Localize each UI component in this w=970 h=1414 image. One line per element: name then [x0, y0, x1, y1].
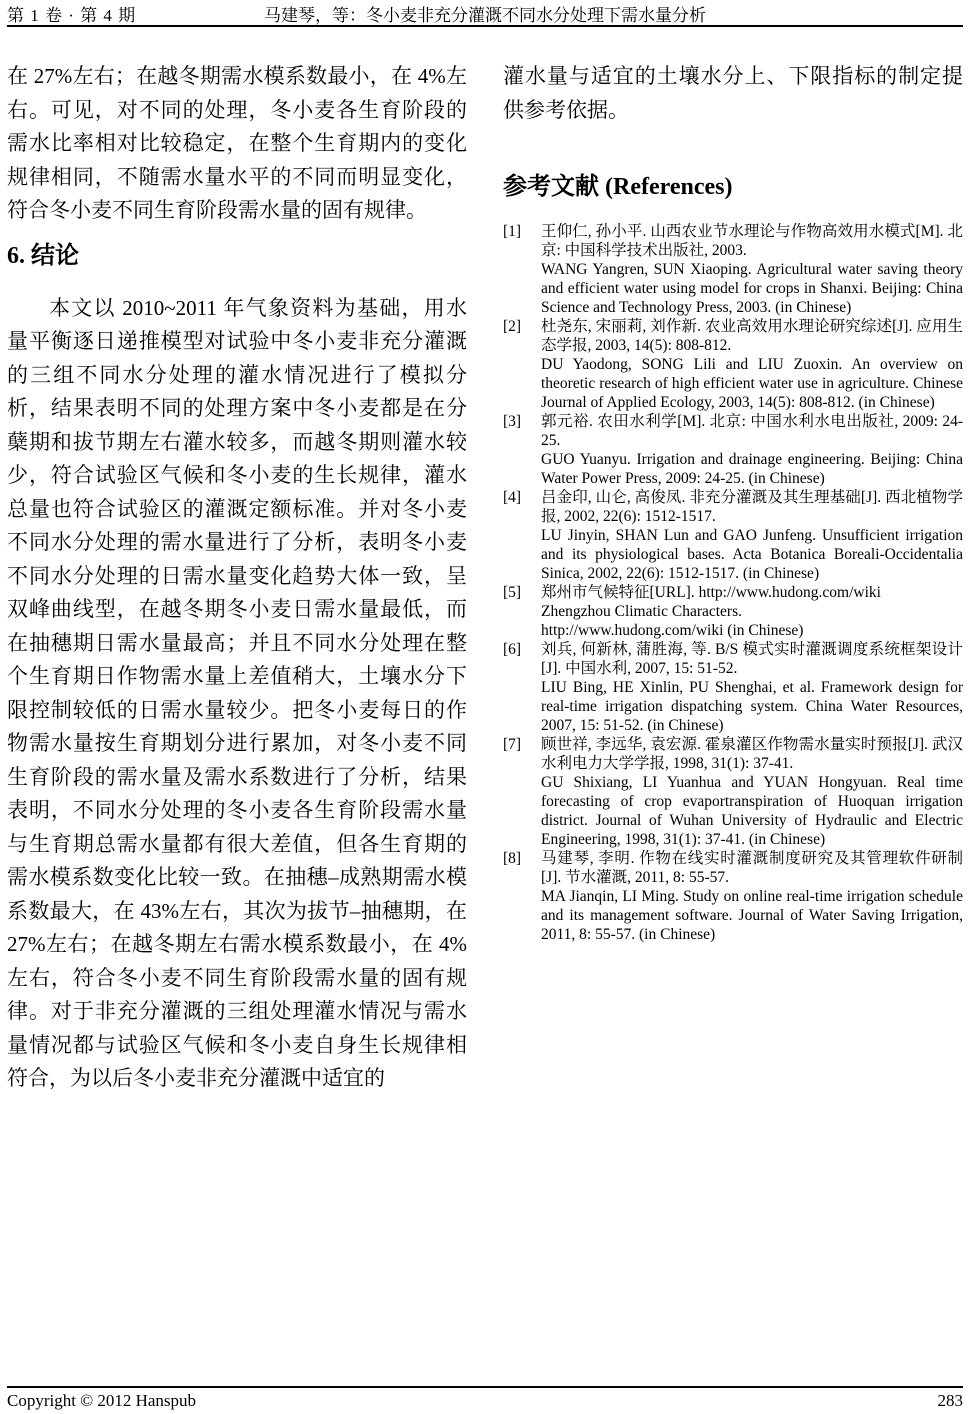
reference-number: [3]: [503, 413, 522, 430]
reference-body: [541, 735, 963, 849]
reference-text-english: http://www.hudong.com/wiki (in Chinese): [541, 622, 804, 639]
reference-text-english: WANG Yangren, SUN Xiaoping. Agricultural water saving theory and efficient water using model for crops in Shanxi. Beijing: China Science and Technology Press, 2003. (in Chinese): [541, 261, 963, 316]
right-column: [503, 60, 963, 944]
reference-number: [2]: [503, 318, 522, 335]
reference-item: [503, 640, 963, 735]
reference-text-chinese: 吕金印, 山仑, 高俊凤. 非充分灌溉及其生理基础[J]. 西北植物学报, 2002, 22(6): 1512-1517.: [541, 489, 963, 525]
references-heading: 参考文献 (References): [503, 174, 733, 200]
reference-item: [503, 735, 963, 849]
reference-body: [541, 488, 963, 583]
reference-body: [541, 583, 963, 640]
running-title: 马建琴，等：冬小麦非充分灌溉不同水分处理下需水量分析: [264, 6, 706, 25]
page-footer: [7, 1386, 963, 1411]
page-header: [7, 0, 963, 27]
conclusion-section-heading: 6. 结论: [7, 242, 79, 269]
reference-text-english: GU Shixiang, LI Yuanhua and YUAN Hongyuan. Real time forecasting of crop evaportranspiration of Huoquan irrigation district. Journal of Wuhan University of Hydraulic and Electric Engineering, 1998, 31(1): 37-41. (in Chinese): [541, 774, 963, 848]
left-column: [7, 60, 467, 1096]
reference-text-english: MA Jianqin, LI Ming. Study on online real-time irrigation schedule and its management software. Journal of Water Saving Irrigation, 2011, 8: 55-57. (in Chinese): [541, 888, 963, 943]
reference-text-chinese: 顾世祥, 李远华, 袁宏源. 霍泉灌区作物需水量实时预报[J]. 武汉水利电力大学学报, 1998, 31(1): 37-41.: [541, 736, 963, 772]
body-paragraph-continuation: 在 27%左右；在越冬期需水模系数最小，在 4%左右。可见，对不同的处理，冬小麦各生育阶段的需水比率相对比较稳定，在整个生育期内的变化规律相同，不随需水量水平的不同而明显变化，符合冬小麦不同生育阶段需水量的固有规律。: [7, 64, 467, 222]
reference-number: [7]: [503, 736, 522, 753]
reference-text-chinese: 杜尧东, 宋丽莉, 刘作新. 农业高效用水理论研究综述[J]. 应用生态学报, 2003, 14(5): 808-812.: [541, 318, 963, 354]
reference-text-chinese: 郭元裕. 农田水利学[M]. 北京: 中国水利水电出版社, 2009: 24-25.: [541, 413, 963, 449]
body-paragraph-continuation: 灌水量与适宜的土壤水分上、下限指标的制定提供参考依据。: [503, 64, 963, 122]
reference-number: [5]: [503, 584, 522, 601]
copyright-notice: Copyright © 2012 Hanspub: [7, 1391, 197, 1410]
reference-item: [503, 222, 963, 317]
reference-text-chinese: 马建琴, 李明. 作物在线实时灌溉制度研究及其管理软件研制[J]. 节水灌溉, 2011, 8: 55-57.: [541, 850, 963, 886]
reference-body: [541, 640, 963, 735]
reference-body: [541, 317, 963, 412]
reference-item: [503, 317, 963, 412]
reference-number: [6]: [503, 641, 522, 658]
reference-text-english: DU Yaodong, SONG Lili and LIU Zuoxin. An overview on theoretic research of high efficient water use in agriculture. Chinese Journal of Applied Ecology, 2003, 14(5): 808-812. (in Chinese): [541, 356, 963, 411]
reference-number: [8]: [503, 850, 522, 867]
reference-text-chinese: 郑州市气候特征[URL]. http://www.hudong.com/wiki: [541, 584, 881, 601]
reference-text-english: LIU Bing, HE Xinlin, PU Shenghai, et al. Framework design for real-time irrigation dispatching system. China Water Resources, 2007, 15: 51-52. (in Chinese): [541, 679, 963, 734]
reference-number: [4]: [503, 489, 522, 506]
page-number: 283: [937, 1391, 963, 1410]
reference-number: [1]: [503, 223, 522, 240]
reference-text-chinese: 王仰仁, 孙小平. 山西农业节水理论与作物高效用水模式[M]. 北京: 中国科学技术出版社, 2003.: [541, 223, 963, 259]
reference-item: [503, 412, 963, 488]
references-list: [503, 222, 963, 944]
volume-issue: 第 1 卷 · 第 4 期: [7, 6, 137, 25]
reference-body: [541, 849, 963, 944]
reference-text-english: GUO Yuanyu. Irrigation and drainage engineering. Beijing: China Water Power Press, 2009: 24-25. (in Chinese): [541, 451, 963, 487]
reference-text-chinese: 刘兵, 何新林, 蒲胜海, 等. B/S 模式实时灌溉调度系统框架设计[J]. 中国水利, 2007, 15: 51-52.: [541, 641, 963, 677]
conclusion-paragraph: 本文以 2010~2011 年气象资料为基础，用水量平衡逐日递推模型对试验中冬小麦非充分灌溉的三组不同水分处理的灌水情况进行了模拟分析，结果表明不同的处理方案中冬小麦都是在分蘖期和拔节期左右灌水较多，而越冬期则灌水较少，符合试验区气候和冬小麦的生长规律，灌水总量也符合试验区的灌溉定额标准。并对冬小麦不同水分处理的需水量进行了分析，表明冬小麦不同水分处理的日需水量变化趋势大体一致，呈双峰曲线型，在越冬期冬小麦日需水量最低，而在抽穗期日需水量最高；并且不同水分处理在整个生育期日作物需水量上差值稍大，土壤水分下限控制较低的日需水量较少。把冬小麦每日的作物需水量按生育期划分进行累加，对冬小麦不同生育阶段的需水量及需水系数进行了分析，结果表明，不同水分处理的冬小麦各生育阶段需水量与生育期总需水量都有很大差值，但各生育期的需水模系数变化比较一致。在抽穗–成熟期需水模系数最大，在 43%左右，其次为拔节–抽穗期，在 27%左右；在越冬期左右需水模系数最小，在 4%左右，符合冬小麦不同生育阶段需水量的固有规律。对于非充分灌溉的三组处理灌水情况与需水量情况都与试验区气候和冬小麦自身生长规律相符合，为以后冬小麦非充分灌溉中适宜的: [7, 295, 467, 1090]
reference-item: [503, 849, 963, 944]
reference-body: [541, 412, 963, 488]
reference-body: [541, 222, 963, 317]
reference-item: [503, 583, 963, 640]
reference-item: [503, 488, 963, 583]
reference-text-english: Zhengzhou Climatic Characters.: [541, 603, 743, 620]
reference-text-english: LU Jinyin, SHAN Lun and GAO Junfeng. Unsufficient irrigation and its physiological bases. Acta Botanica Boreali-Occidentalia Sinica, 2002, 22(6): 1512-1517. (in Chinese): [541, 527, 963, 582]
